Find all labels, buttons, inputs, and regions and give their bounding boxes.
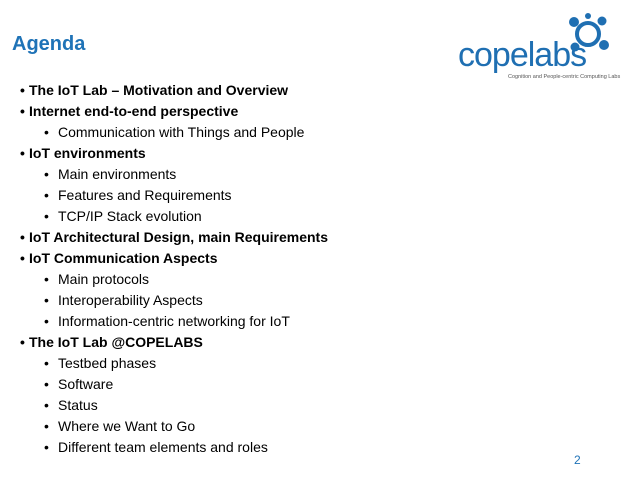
bullet-icon: • — [44, 355, 49, 371]
agenda-item-text: The IoT Lab @COPELABS — [29, 334, 203, 350]
agenda-item-text: Testbed phases — [58, 355, 157, 371]
agenda-item-text: Features and Requirements — [58, 187, 232, 203]
bullet-icon: • — [44, 418, 49, 434]
agenda-subitem — [20, 311, 620, 332]
bullet-icon: • — [20, 82, 25, 98]
page-number: 2 — [574, 453, 581, 467]
bullet-icon: • — [44, 208, 49, 224]
agenda-item-text: IoT environments — [29, 145, 146, 161]
agenda-item-text: The IoT Lab – Motivation and Overview — [29, 82, 289, 98]
agenda-subitem — [20, 269, 620, 290]
agenda-subitem — [20, 185, 620, 206]
bullet-icon: • — [44, 376, 49, 392]
agenda-subitem — [20, 374, 620, 395]
agenda-item-text: Interoperability Aspects — [58, 292, 203, 308]
agenda-item — [20, 332, 620, 353]
agenda-item-text: IoT Communication Aspects — [29, 250, 218, 266]
agenda-item — [20, 101, 620, 122]
logo-tagline: Cognition and People-centric Computing Labs — [508, 74, 621, 80]
agenda-item-text: Different team elements and roles — [58, 439, 268, 455]
bullet-icon: • — [44, 313, 49, 329]
agenda-item-text: IoT Architectural Design, main Requirements — [29, 229, 328, 245]
bullet-icon: • — [44, 439, 49, 455]
bullet-icon: • — [44, 124, 49, 140]
agenda-item-text: Communication with Things and People — [58, 124, 305, 140]
agenda-item-text: Main environments — [58, 166, 177, 182]
bullet-icon: • — [44, 187, 49, 203]
agenda-subitem — [20, 395, 620, 416]
bullet-icon: • — [20, 334, 25, 350]
agenda-subitem — [20, 437, 620, 458]
agenda-item — [20, 248, 620, 269]
agenda-item-text: Internet end-to-end perspective — [29, 103, 239, 119]
agenda-list — [20, 80, 620, 458]
bullet-icon: • — [20, 229, 25, 245]
agenda-subitem — [20, 122, 620, 143]
bullet-icon: • — [20, 145, 25, 161]
bullet-icon: • — [20, 103, 25, 119]
agenda-subitem — [20, 164, 620, 185]
agenda-subitem — [20, 290, 620, 311]
agenda-subitem — [20, 416, 620, 437]
bullet-icon: • — [44, 292, 49, 308]
copelabs-logo — [458, 12, 621, 80]
agenda-subitem — [20, 206, 620, 227]
agenda-item — [20, 80, 620, 101]
bullet-icon: • — [44, 271, 49, 287]
bullet-icon: • — [20, 250, 25, 266]
agenda-item-text: TCP/IP Stack evolution — [58, 208, 202, 224]
agenda-item-text: Status — [58, 397, 98, 413]
bullet-icon: • — [44, 397, 49, 413]
agenda-item-text: Main protocols — [58, 271, 150, 287]
agenda-item — [20, 227, 620, 248]
logo-wordmark: copelabs — [458, 36, 587, 74]
bullet-icon: • — [44, 166, 49, 182]
agenda-subitem — [20, 353, 620, 374]
agenda-item — [20, 143, 620, 164]
slide-title: Agenda — [12, 33, 86, 55]
agenda-item-text: Information-centric networking for IoT — [58, 313, 290, 329]
agenda-item-text: Software — [58, 376, 114, 392]
agenda-item-text: Where we Want to Go — [58, 418, 196, 434]
